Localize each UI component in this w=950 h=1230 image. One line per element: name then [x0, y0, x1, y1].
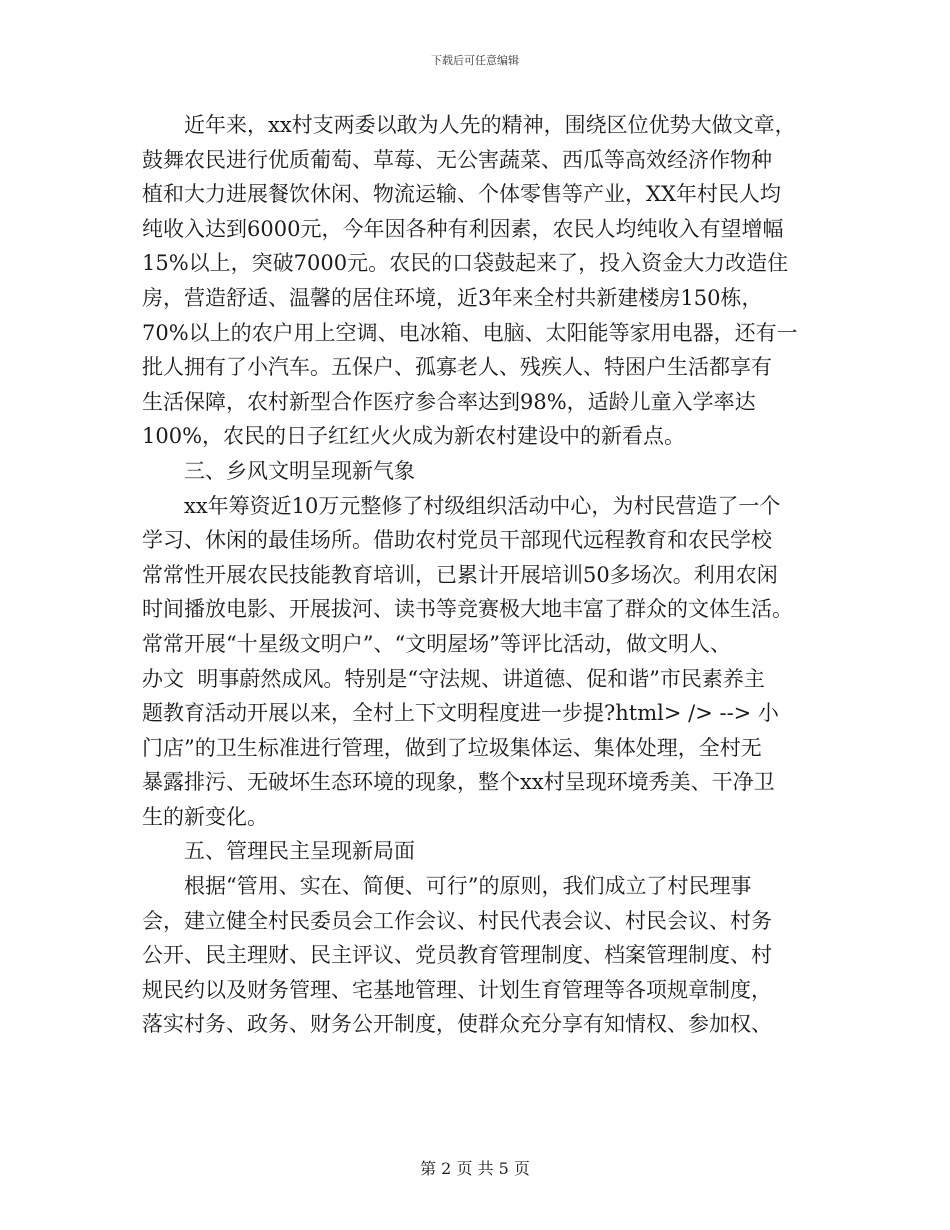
- text-line: 批人拥有了小汽车。五保户、孤寡老人、残疾人、特困户生活都享有: [142, 355, 772, 380]
- text-line: 常常性开展农民技能教育培训，已累计开展培训50多场次。利用农闲: [142, 562, 778, 587]
- text-line: 根据“管用、实在、简便、可行”的原则，我们成立了村民理事: [142, 874, 752, 899]
- page-header: 下载后可任意编辑: [431, 54, 519, 67]
- text-line: 纯收入达到6000元，今年因各种有利因素，农民人均纯收入有望增幅: [142, 216, 784, 241]
- page-footer: 第 2 页 共 5 页: [420, 1159, 530, 1178]
- text-line: 时间播放电影、开展拔河、读书等竞赛极大地丰富了群众的文体生活。: [142, 597, 793, 622]
- text-line: 落实村务、政务、财务公开制度，使群众充分享有知情权、参加权、: [142, 1012, 772, 1037]
- text-line: 办文 明事蔚然成风。特别是“守法规、讲道德、促和谐”市民素养主: [142, 666, 765, 691]
- text-line: 近年来，xx村支两委以敢为人先的精神，围绕区位优势大做文章，: [142, 113, 796, 137]
- text-line: 题教育活动开展以来，全村上下文明程度进一步提?html> /> --> 小: [142, 701, 779, 726]
- text-line: 70%以上的农户用上空调、电冰箱、电脑、太阳能等家用电器，还有一: [142, 320, 798, 345]
- text-line: 常常开展“十星级文明户”、“文明屋场”等评比活动，做文明人、: [142, 631, 731, 656]
- text-line: 规民约以及财务管理、宅基地管理、计划生育管理等各项规章制度，: [142, 977, 772, 1002]
- text-line: 房，营造舒适、温馨的居住环境，近3年来全村共新建楼房150栋，: [142, 285, 763, 310]
- text-line: 100%，农民的日子红红火火成为新农村建设中的新看点。: [142, 424, 686, 449]
- text-line: 植和大力进展餐饮休闲、物流运输、个体零售等产业，XX年村民人均: [142, 182, 781, 207]
- text-line: 公开、民主理财、民主评议、党员教育管理制度、档案管理制度、村: [142, 943, 772, 968]
- text-line: 会，建立健全村民委员会工作会议、村民代表会议、村民会议、村务: [142, 908, 772, 933]
- text-line: 门店”的卫生标准进行管理，做到了垃圾集体运、集体处理，全村无: [142, 735, 762, 760]
- text-line: 生的新变化。: [142, 804, 268, 829]
- text-line: 学习、休闲的最佳场所。借助农村党员干部现代远程教育和农民学校: [142, 528, 772, 553]
- text-line: 五、管理民主呈现新局面: [142, 839, 415, 864]
- text-line: 生活保障，农村新型合作医疗参合率达到98%，适龄儿童入学率达: [142, 389, 756, 414]
- body-text: [142, 108, 822, 1042]
- text-line: 鼓舞农民进行优质葡萄、草莓、无公害蔬菜、西瓜等高效经济作物种: [142, 147, 772, 172]
- text-line: xx年筹资近10万元整修了村级组织活动中心，为村民营造了一个: [142, 493, 781, 518]
- text-line: 15%以上，突破7000元。农民的口袋鼓起来了，投入资金大力改造住: [142, 251, 789, 276]
- text-line: 暴露排污、无破坏生态环境的现象，整个xx村呈现环境秀美、干净卫: [142, 770, 775, 795]
- text-line: 三、乡风文明呈现新气象: [142, 458, 415, 483]
